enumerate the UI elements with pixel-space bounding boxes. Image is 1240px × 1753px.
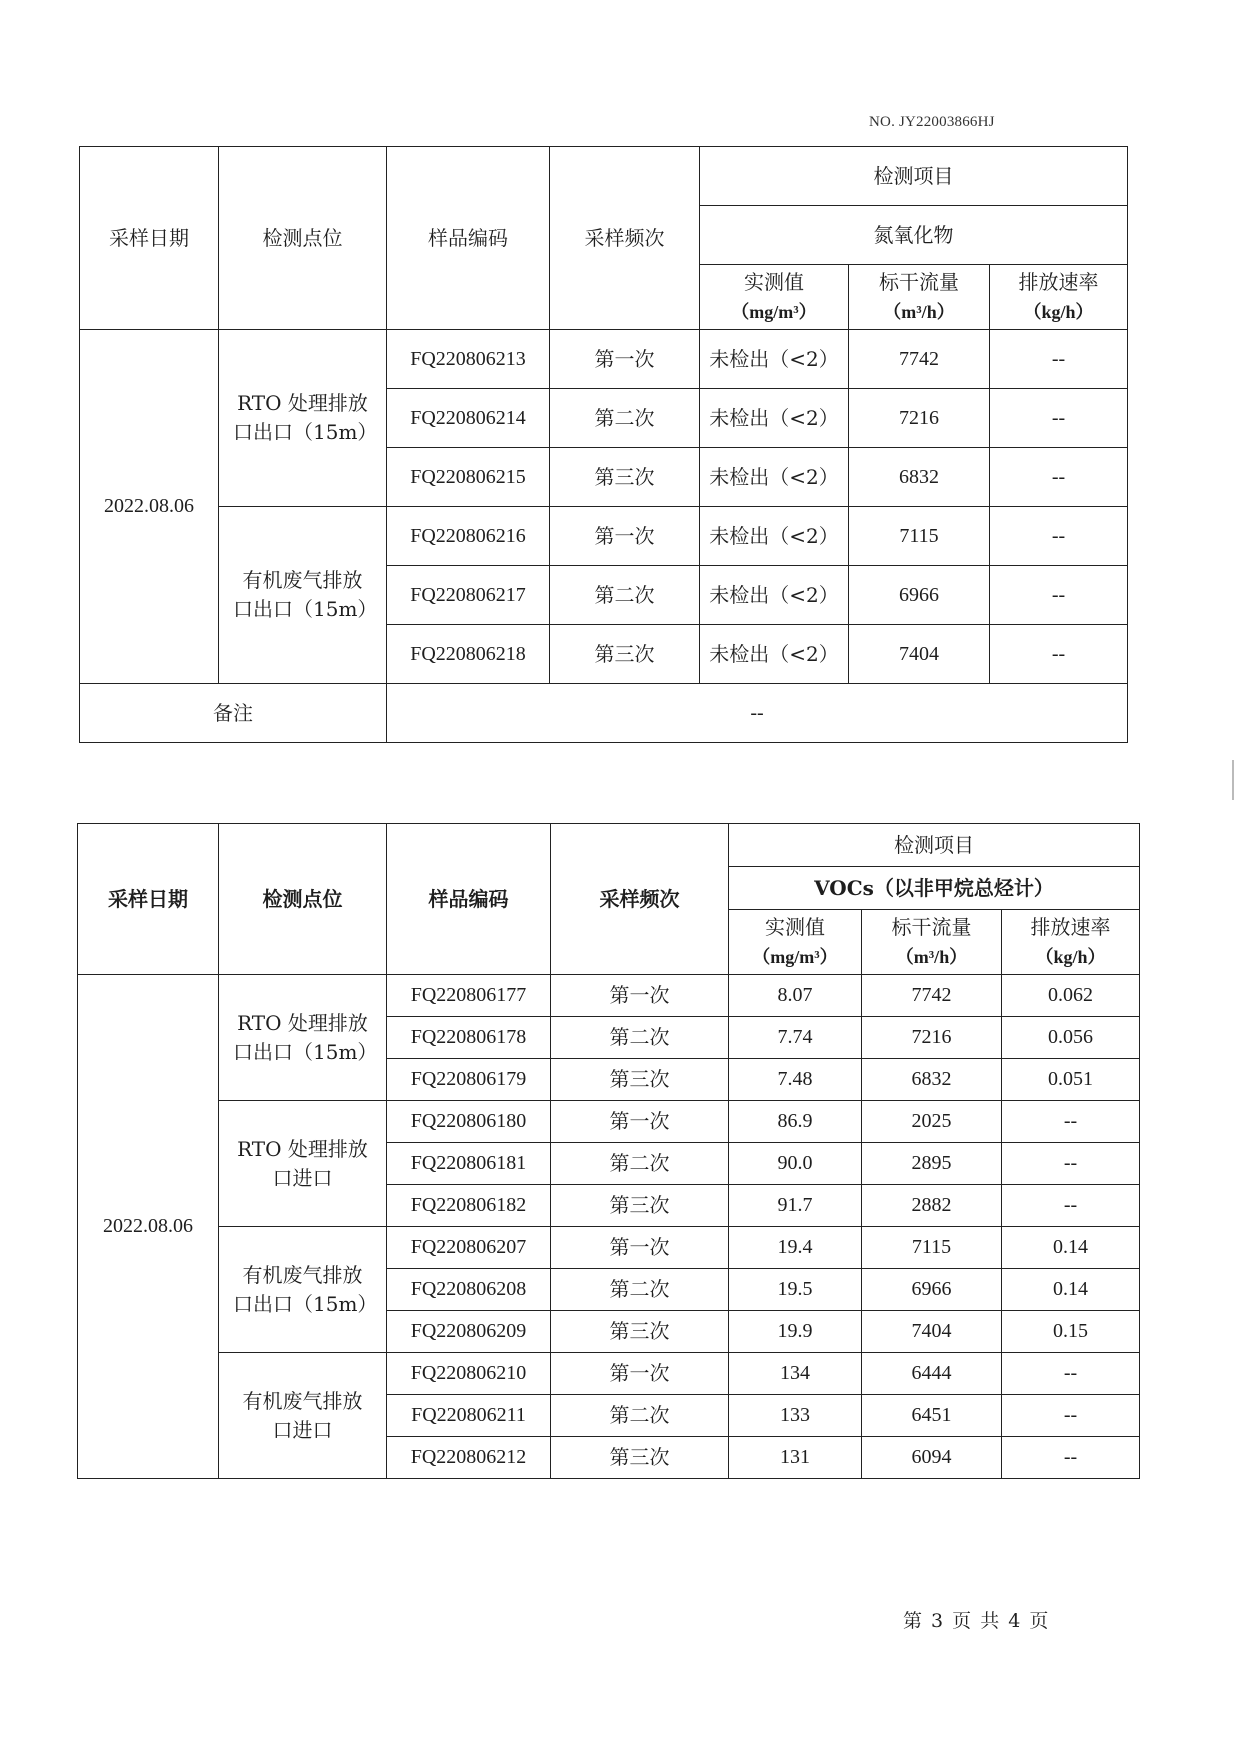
header-sampling-point: 检测点位 [219,147,387,330]
header-sampling-date: 采样日期 [78,824,219,975]
sample-code-cell: FQ220806182 [387,1185,551,1227]
flow-cell: 7216 [849,389,990,448]
rate-cell: 0.051 [1002,1059,1140,1101]
sample-code-cell: FQ220806216 [387,507,550,566]
measured-value-cell: 未检出（<2） [700,566,849,625]
sample-code-cell: FQ220806217 [387,566,550,625]
frequency-cell: 第二次 [551,1143,729,1185]
measured-value-cell: 未检出（<2） [700,507,849,566]
flow-cell: 6451 [862,1395,1002,1437]
frequency-cell: 第二次 [550,566,700,625]
document-number: NO. JY22003866HJ [869,114,995,130]
frequency-cell: 第二次 [550,389,700,448]
sampling-point-cell: RTO 处理排放口出口（15m） [219,330,387,507]
sampling-point-cell: 有机废气排放口出口（15m） [219,1227,387,1353]
flow-cell: 7404 [862,1311,1002,1353]
flow-cell: 2025 [862,1101,1002,1143]
measured-value-cell: 90.0 [729,1143,862,1185]
header-sample-code: 样品编码 [387,824,551,975]
frequency-cell: 第三次 [551,1311,729,1353]
flow-cell: 2882 [862,1185,1002,1227]
flow-cell: 6966 [862,1269,1002,1311]
sampling-point-cell: 有机废气排放口进口 [219,1353,387,1479]
measured-value-cell: 133 [729,1395,862,1437]
header-flow: 标干流量 （m³/h） [849,265,990,330]
measured-value-cell: 19.9 [729,1311,862,1353]
measured-value-cell: 19.4 [729,1227,862,1269]
flow-cell: 7115 [862,1227,1002,1269]
header-test-items: 检测项目 [729,824,1140,867]
flow-cell: 7742 [849,330,990,389]
rate-cell: 0.062 [1002,975,1140,1017]
measured-value-cell: 91.7 [729,1185,862,1227]
frequency-cell: 第一次 [551,1353,729,1395]
rate-cell: -- [990,625,1128,684]
sampling-point-cell: RTO 处理排放口进口 [219,1101,387,1227]
measured-value-cell: 131 [729,1437,862,1479]
frequency-cell: 第三次 [551,1059,729,1101]
measured-value-cell: 86.9 [729,1101,862,1143]
frequency-cell: 第一次 [551,975,729,1017]
rate-cell: 0.15 [1002,1311,1140,1353]
page-footer: 第 3 页 共 4 页 [903,1610,1049,1632]
sample-code-cell: FQ220806208 [387,1269,551,1311]
rate-cell: 0.14 [1002,1269,1140,1311]
sample-code-cell: FQ220806213 [387,330,550,389]
flow-cell: 7216 [862,1017,1002,1059]
rate-cell: -- [1002,1143,1140,1185]
header-frequency: 采样频次 [551,824,729,975]
rate-cell: -- [1002,1437,1140,1479]
frequency-cell: 第一次 [551,1101,729,1143]
rate-cell: -- [1002,1353,1140,1395]
measured-value-cell: 未检出（<2） [700,389,849,448]
flow-cell: 6832 [862,1059,1002,1101]
sample-code-cell: FQ220806212 [387,1437,551,1479]
measured-value-cell: 未检出（<2） [700,330,849,389]
header-pollutant: 氮氧化物 [700,206,1128,265]
remark-value: -- [387,684,1128,743]
frequency-cell: 第二次 [551,1395,729,1437]
rate-cell: -- [1002,1395,1140,1437]
frequency-cell: 第二次 [551,1017,729,1059]
flow-cell: 7742 [862,975,1002,1017]
measured-value-cell: 7.74 [729,1017,862,1059]
measured-value-cell: 8.07 [729,975,862,1017]
measured-value-cell: 7.48 [729,1059,862,1101]
measured-value-cell: 未检出（<2） [700,448,849,507]
frequency-cell: 第一次 [550,507,700,566]
sample-code-cell: FQ220806214 [387,389,550,448]
flow-cell: 6832 [849,448,990,507]
frequency-cell: 第二次 [551,1269,729,1311]
measured-value-cell: 134 [729,1353,862,1395]
rate-cell: -- [990,330,1128,389]
rate-cell: -- [1002,1101,1140,1143]
sample-code-cell: FQ220806211 [387,1395,551,1437]
header-sample-code: 样品编码 [387,147,550,330]
sampling-date-cell: 2022.08.06 [80,330,219,684]
rate-cell: -- [990,448,1128,507]
frequency-cell: 第三次 [551,1437,729,1479]
frequency-cell: 第三次 [550,448,700,507]
remark-label: 备注 [80,684,387,743]
flow-cell: 2895 [862,1143,1002,1185]
header-rate: 排放速率 （kg/h） [990,265,1128,330]
rate-cell: -- [1002,1185,1140,1227]
sample-code-cell: FQ220806178 [387,1017,551,1059]
rate-cell: -- [990,566,1128,625]
rate-cell: -- [990,507,1128,566]
flow-cell: 7115 [849,507,990,566]
sampling-point-cell: 有机废气排放口出口（15m） [219,507,387,684]
nox-results-table [79,146,1128,743]
sampling-point-cell: RTO 处理排放口出口（15m） [219,975,387,1101]
vocs-results-table [77,823,1140,1479]
flow-cell: 6094 [862,1437,1002,1479]
header-flow: 标干流量 （m³/h） [862,910,1002,975]
rate-cell: 0.14 [1002,1227,1140,1269]
header-rate: 排放速率 （kg/h） [1002,910,1140,975]
sample-code-cell: FQ220806215 [387,448,550,507]
sampling-date-cell: 2022.08.06 [78,975,219,1479]
header-frequency: 采样频次 [550,147,700,330]
measured-value-cell: 未检出（<2） [700,625,849,684]
header-pollutant: VOCs（以非甲烷总烃计） [729,867,1140,910]
frequency-cell: 第三次 [551,1185,729,1227]
header-sampling-date: 采样日期 [80,147,219,330]
rate-cell: 0.056 [1002,1017,1140,1059]
measured-value-cell: 19.5 [729,1269,862,1311]
sample-code-cell: FQ220806209 [387,1311,551,1353]
header-measured: 实测值 （mg/m³） [729,910,862,975]
sample-code-cell: FQ220806177 [387,975,551,1017]
rate-cell: -- [990,389,1128,448]
sample-code-cell: FQ220806179 [387,1059,551,1101]
header-sampling-point: 检测点位 [219,824,387,975]
flow-cell: 6444 [862,1353,1002,1395]
header-measured: 实测值 （mg/m³） [700,265,849,330]
sample-code-cell: FQ220806181 [387,1143,551,1185]
sample-code-cell: FQ220806180 [387,1101,551,1143]
flow-cell: 7404 [849,625,990,684]
flow-cell: 6966 [849,566,990,625]
sample-code-cell: FQ220806218 [387,625,550,684]
sample-code-cell: FQ220806210 [387,1353,551,1395]
scan-edge-mark [1232,760,1234,800]
frequency-cell: 第一次 [551,1227,729,1269]
sample-code-cell: FQ220806207 [387,1227,551,1269]
header-test-items: 检测项目 [700,147,1128,206]
frequency-cell: 第一次 [550,330,700,389]
frequency-cell: 第三次 [550,625,700,684]
